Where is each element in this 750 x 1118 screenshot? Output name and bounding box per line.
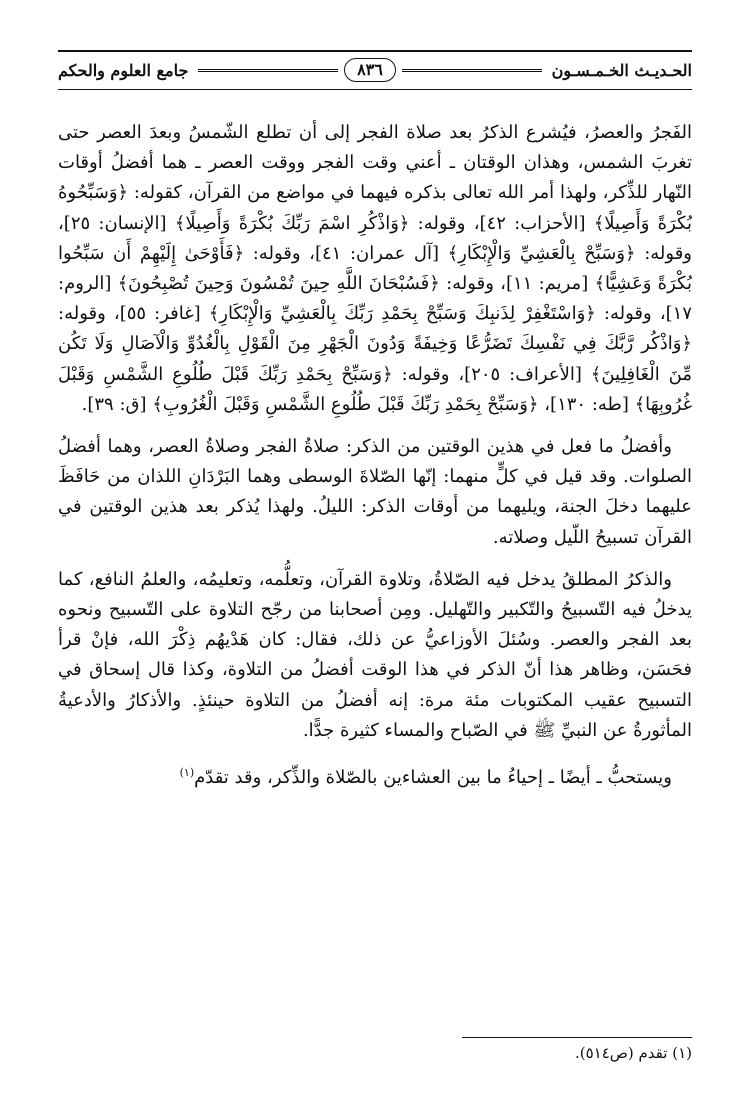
page-header bbox=[58, 50, 692, 90]
header-center bbox=[198, 58, 541, 82]
header-row bbox=[58, 56, 692, 84]
footnote-rule bbox=[462, 1037, 692, 1038]
paragraph: الفَجرُ والعصرُ، فيُشرع الذكرُ بعد صلاة الفجر إلى أن تطلع الشّمسُ وبعدَ العصر حتى تغربَ الشمس، وهذان الوقتان ـ أعني وقت الفجر ووقت العصر ـ هما أفضلُ أوقات النّهار للذِّكر، ولهذا أمر الله تعالى بذكره فيهما في مواضع من القرآن، كقوله: ﴿وَسَبِّحُوهُ بُكْرَةً وَأَصِيلًا﴾ [الأحزاب: ٤٢]، وقوله: ﴿وَاذْكُرِ اسْمَ رَبِّكَ بُكْرَةً وَأَصِيلًا﴾ [الإنسان: ٢٥]، وقوله: ﴿وَسَبِّحْ بِالْعَشِيِّ وَالْإِبْكَارِ﴾ [آل عمران: ٤١]، وقوله: ﴿فَأَوْحَىٰ إِلَيْهِمْ أَن سَبِّحُوا بُكْرَةً وَعَشِيًّا﴾ [مريم: ١١]، وقوله: ﴿فَسُبْحَانَ اللَّهِ حِينَ تُمْسُونَ وَحِينَ تُصْبِحُونَ﴾ [الروم: ١٧]، وقوله: ﴿وَاسْتَغْفِرْ لِذَنبِكَ وَسَبِّحْ بِحَمْدِ رَبِّكَ بِالْعَشِيِّ وَالْإِبْكَارِ﴾ [غافر: ٥٥]، وقوله: ﴿وَاذْكُر رَّبَّكَ فِي نَفْسِكَ تَضَرُّعًا وَخِيفَةً وَدُونَ الْجَهْرِ مِنَ الْقَوْلِ بِالْغُدُوِّ وَالْآصَالِ وَلَا تَكُن مِّنَ الْغَافِلِينَ﴾ [الأعراف: ٢٠٥]، وقوله: ﴿وَسَبِّحْ بِحَمْدِ رَبِّكَ قَبْلَ طُلُوعِ الشَّمْسِ وَقَبْلَ غُرُوبِهَا﴾ [طه: ١٣٠]، ﴿وَسَبِّحْ بِحَمْدِ رَبِّكَ قَبْلَ طُلُوعِ الشَّمْسِ وَقَبْلَ الْغُرُوبِ﴾ [ق: ٣٩]. bbox=[58, 122, 692, 415]
footnote: (١) تقدم (ص٥١٤). bbox=[574, 1044, 692, 1062]
footnote-marker[interactable]: (١) bbox=[179, 766, 195, 780]
header-divider-left bbox=[198, 69, 338, 72]
paragraph-text: ويستحبُّ ـ أيضًا ـ إحياءُ ما بين العشاءين بالصّلاة والذِّكر، وقد تقدّم bbox=[194, 767, 672, 789]
main-text bbox=[58, 118, 692, 805]
paragraph: والذكرُ المطلقُ يدخل فيه الصّلاةُ، وتلاوة القرآن، وتعلُّمه، وتعليمُه، والعلمُ النافع، كما يدخلُ فيه التّسبيحُ والتّكبير والتّهليل. ومِن أصحابنا من رجّح التلاوة على التّسبيح ونحوه بعد الفجر والعصر. وسُئلَ الأوزاعيُّ عن ذلك، فقال: كان هَدْيهُم ذِكْرَ الله، فإنْ قرأ فحَسَن، وظاهر هذا أنّ الذكر في هذا الوقت أفضلُ من التلاوة، وكذا قال إسحاق في التسبيح عقيب المكتوبات مئة مرة: إنه أفضلُ من التلاوة حينئذٍ. والأذكارُ والأدعيةُ المأثورةُ عن النبيِّ ﷺ في الصّباح والمساء كثيرة جدًّا. bbox=[58, 568, 692, 741]
header-divider-right bbox=[402, 69, 542, 72]
header-bottom-rule bbox=[58, 89, 692, 90]
header-top-rule bbox=[58, 50, 692, 52]
paragraph bbox=[58, 758, 692, 793]
paragraph: وأفضلُ ما فعل في هذين الوقتين من الذكر: صلاةُ الفجر وصلاةُ العصر، وهما أفضلُ الصلوات. وقد قيل في كلٍّ منهما: إنّها الصّلاةَ الوسطى وهما البَرْدَانِ اللذان من حَافَظَ عليهما دخلَ الجنة، ويليهما من أوقات الذكر: الليلُ. ولهذا يُذكر بعد هذين الوقتين في القرآن تسبيحُ اللّيل وصلاته. bbox=[58, 436, 692, 548]
page-number: ٨٣٦ bbox=[344, 58, 396, 82]
book-title: جامع العلوم والحكم bbox=[58, 60, 189, 80]
chapter-title: الحـديـث الخـمـسـون bbox=[551, 60, 692, 80]
